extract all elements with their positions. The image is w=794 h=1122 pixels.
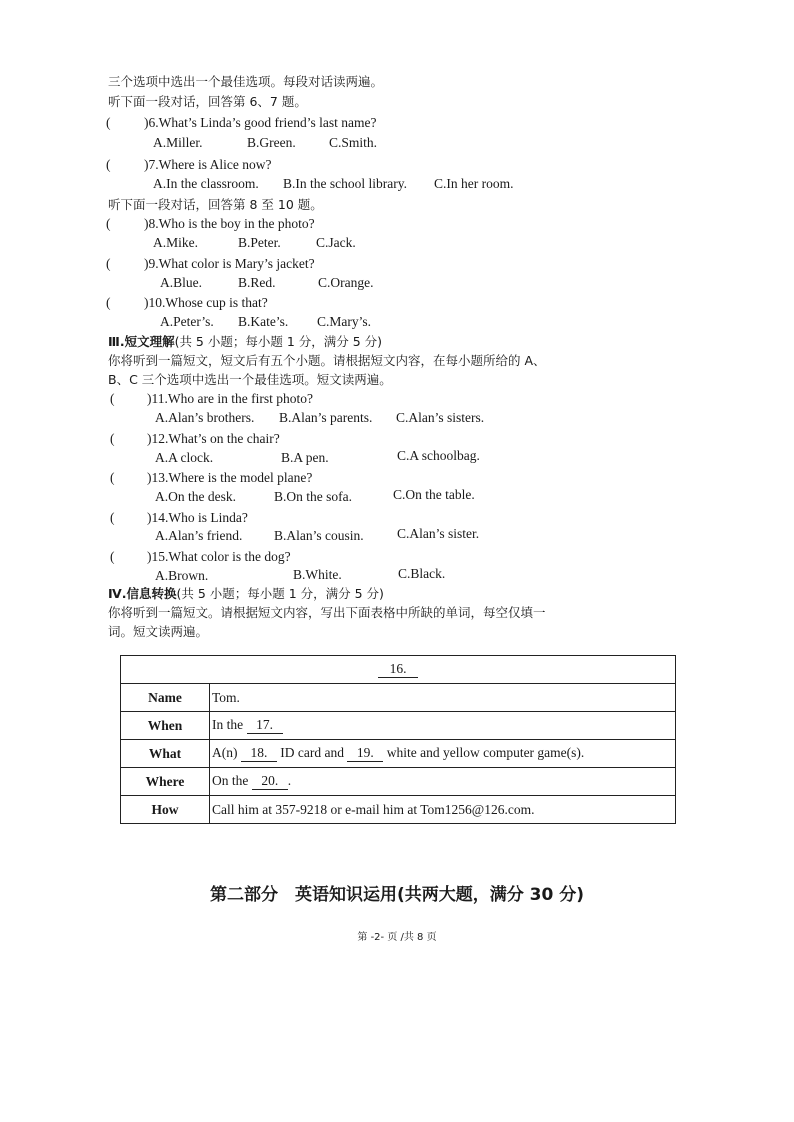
- answer-paren-open: (: [106, 256, 111, 271]
- q12-option-c: C.A schoolbag.: [397, 448, 480, 463]
- q14-option-b: B.Alan’s cousin.: [274, 528, 364, 543]
- paren-close: ): [147, 391, 152, 406]
- intro-line-3: 听下面一段对话，回答第 8 至 10 题。: [108, 197, 323, 212]
- row-text: white and yellow computer game(s).: [383, 745, 585, 760]
- answer-paren-open: (: [110, 510, 115, 525]
- q10-option-b: B.Kate’s.: [238, 314, 289, 329]
- row-label-how: How: [121, 796, 210, 824]
- question-13-stem: [147, 469, 312, 487]
- question-7-stem: [144, 156, 271, 174]
- section-3-title: Ⅲ.短文理解: [108, 334, 175, 349]
- table-row: [121, 768, 676, 796]
- table-title-cell: [121, 656, 676, 684]
- question-6-stem: [144, 114, 376, 132]
- paren-close: ): [144, 295, 149, 310]
- q9-option-b: B.Red.: [238, 275, 276, 290]
- page-footer: 第 -2- 页 /共 8 页: [357, 932, 437, 943]
- q12-option-a: A.A clock.: [155, 450, 214, 465]
- table-title-row: [121, 656, 676, 684]
- table-row: [121, 712, 676, 740]
- stem-text: 13.Where is the model plane?: [151, 470, 313, 485]
- q6-option-a: A.Miller.: [153, 135, 203, 150]
- section-3-note: (共 5 小题；每小题 1 分，满分 5 分): [174, 334, 383, 349]
- section-3-instruction-1: 你将听到一篇短文，短文后有五个小题。请根据短文内容，在每小题所给的 A、: [108, 353, 546, 368]
- paren-close: ): [147, 431, 152, 446]
- stem-text: 8.Who is the boy in the photo?: [148, 216, 315, 231]
- blank-17[interactable]: 17.: [247, 717, 283, 734]
- q8-option-b: B.Peter.: [238, 235, 281, 250]
- answer-paren-open: (: [110, 391, 115, 406]
- stem-text: 6.What’s Linda’s good friend’s last name?: [148, 115, 377, 130]
- table-row: [121, 740, 676, 768]
- q7-option-c: C.In her room.: [434, 176, 514, 191]
- section-4-note: (共 5 小题；每小题 1 分，满分 5 分): [176, 586, 384, 601]
- section-4-title: Ⅳ.信息转换: [108, 586, 177, 601]
- paren-close: ): [144, 216, 149, 231]
- q11-option-b: B.Alan’s parents.: [279, 410, 373, 425]
- paren-close: ): [147, 470, 152, 485]
- row-text: A(n): [212, 745, 241, 760]
- question-12-stem: [147, 430, 280, 448]
- row-text: On the: [212, 773, 252, 788]
- row-text: ID card and: [276, 745, 348, 760]
- stem-text: 10.Whose cup is that?: [148, 295, 268, 310]
- paren-close: ): [144, 115, 149, 130]
- answer-paren-open: (: [110, 470, 115, 485]
- row-value-name: [210, 684, 676, 712]
- blank-16[interactable]: 16.: [378, 661, 418, 678]
- q9-option-a: A.Blue.: [160, 275, 202, 290]
- q6-option-b: B.Green.: [247, 135, 296, 150]
- q7-option-a: A.In the classroom.: [153, 176, 259, 191]
- stem-text: 12.What’s on the chair?: [151, 431, 280, 446]
- q15-option-c: C.Black.: [398, 566, 446, 581]
- section-4-heading: [108, 585, 384, 603]
- row-label-where: Where: [121, 768, 210, 796]
- table-row: [121, 684, 676, 712]
- stem-text: 9.What color is Mary’s jacket?: [148, 256, 315, 271]
- question-11-stem: [147, 390, 313, 408]
- stem-text: 14.Who is Linda?: [151, 510, 248, 525]
- row-label-what: What: [121, 740, 210, 768]
- answer-paren-open: (: [106, 157, 111, 172]
- row-value-what: [210, 740, 676, 768]
- q6-option-c: C.Smith.: [329, 135, 378, 150]
- q14-option-a: A.Alan’s friend.: [155, 528, 243, 543]
- section-3-heading: [108, 333, 382, 351]
- paren-close: ): [147, 510, 152, 525]
- q13-option-c: C.On the table.: [393, 487, 475, 502]
- stem-text: 15.What color is the dog?: [151, 549, 291, 564]
- q7-option-b: B.In the school library.: [283, 176, 407, 191]
- row-value-how: [210, 796, 676, 824]
- section-4-instruction-1: 你将听到一篇短文。请根据短文内容，写出下面表格中所缺的单词，每空仅填一: [108, 605, 546, 620]
- q9-option-c: C.Orange.: [318, 275, 374, 290]
- q8-option-c: C.Jack.: [316, 235, 356, 250]
- row-value-when: [210, 712, 676, 740]
- blank-19[interactable]: 19.: [347, 745, 383, 762]
- question-10-stem: [144, 294, 268, 312]
- question-15-stem: [147, 548, 291, 566]
- row-label-when: When: [121, 712, 210, 740]
- row-text: In the: [212, 717, 247, 732]
- q13-option-b: B.On the sofa.: [274, 489, 352, 504]
- intro-line-1: 三个选项中选出一个最佳选项。每段对话读两遍。: [108, 74, 384, 89]
- q11-option-a: A.Alan’s brothers.: [155, 410, 255, 425]
- q15-option-b: B.White.: [293, 567, 342, 582]
- question-8-stem: [144, 215, 315, 233]
- row-label-name: Name: [121, 684, 210, 712]
- paren-close: ): [147, 549, 152, 564]
- blank-20[interactable]: 20.: [252, 773, 288, 790]
- stem-text: 7.Where is Alice now?: [148, 157, 272, 172]
- row-text: Tom.: [212, 689, 240, 705]
- part-2-title: 第二部分 英语知识运用(共两大题，满分 30 分): [209, 885, 585, 905]
- table-row: [121, 796, 676, 824]
- stem-text: 11.Who are in the first photo?: [151, 391, 313, 406]
- q12-option-b: B.A pen.: [281, 450, 329, 465]
- row-text: Call him at 357-9218 or e-mail him at Tom1256@126.com.: [212, 801, 535, 817]
- q10-option-c: C.Mary’s.: [317, 314, 371, 329]
- blank-18[interactable]: 18.: [241, 745, 277, 762]
- section-4-instruction-2: 词。短文读两遍。: [108, 624, 209, 639]
- answer-paren-open: (: [106, 216, 111, 231]
- section-3-instruction-2: B、C 三个选项中选出一个最佳选项。短文读两遍。: [108, 372, 392, 387]
- question-14-stem: [147, 509, 248, 527]
- row-text: .: [287, 773, 292, 788]
- answer-paren-open: (: [106, 115, 111, 130]
- paren-close: ): [144, 157, 149, 172]
- q8-option-a: A.Mike.: [153, 235, 198, 250]
- q14-option-c: C.Alan’s sister.: [397, 526, 480, 541]
- q10-option-a: A.Peter’s.: [160, 314, 214, 329]
- answer-paren-open: (: [106, 295, 111, 310]
- intro-line-2: 听下面一段对话，回答第 6、7 题。: [108, 94, 307, 109]
- question-9-stem: [144, 255, 315, 273]
- answer-paren-open: (: [110, 549, 115, 564]
- info-transfer-table: [120, 655, 676, 824]
- q13-option-a: A.On the desk.: [155, 489, 236, 504]
- row-value-where: [210, 768, 676, 796]
- q15-option-a: A.Brown.: [155, 568, 209, 583]
- answer-paren-open: (: [110, 431, 115, 446]
- q11-option-c: C.Alan’s sisters.: [396, 410, 485, 425]
- paren-close: ): [144, 256, 149, 271]
